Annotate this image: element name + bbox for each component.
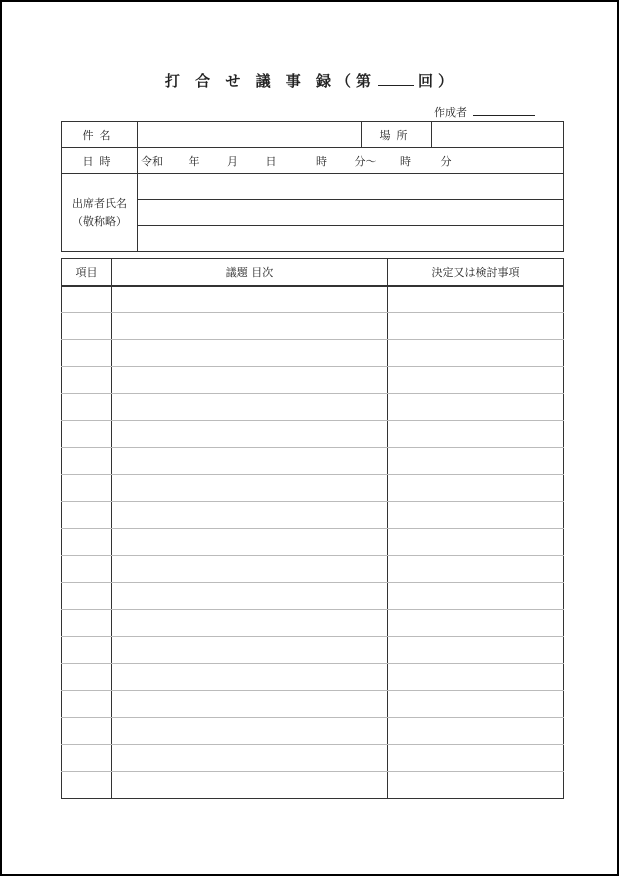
table-row [62,367,564,394]
place-field[interactable] [432,122,564,148]
month-label: 月 [227,154,238,168]
decision-cell[interactable] [388,745,564,772]
date-field[interactable] [138,148,564,174]
year-label: 年 [188,154,200,168]
table-row [62,448,564,475]
topic-cell[interactable] [112,745,388,772]
topic-cell[interactable] [112,502,388,529]
header-table [61,121,564,252]
item-cell[interactable] [62,745,112,772]
topic-cell[interactable] [112,448,388,475]
topic-cell[interactable] [112,475,388,502]
table-row [62,340,564,367]
item-cell[interactable] [62,286,112,313]
topic-cell[interactable] [112,718,388,745]
decision-cell[interactable] [388,610,564,637]
date-row [62,148,564,174]
table-row [62,475,564,502]
decision-cell[interactable] [388,421,564,448]
topic-cell[interactable] [112,421,388,448]
table-row [62,529,564,556]
table-row [62,610,564,637]
place-label: 場所 [362,122,432,148]
item-cell[interactable] [62,529,112,556]
agenda-body [62,286,564,799]
attendees-label-line2: （敬称略） [72,214,127,228]
era-label: 令和 [141,154,163,168]
decision-cell[interactable] [388,772,564,799]
decision-column-header: 決定又は検討事項 [388,259,564,286]
item-cell[interactable] [62,718,112,745]
attendees-row-1 [62,174,564,200]
table-row [62,313,564,340]
topic-cell[interactable] [112,691,388,718]
topic-cell[interactable] [112,529,388,556]
item-cell[interactable] [62,340,112,367]
decision-cell[interactable] [388,475,564,502]
item-cell[interactable] [62,475,112,502]
item-cell[interactable] [62,691,112,718]
topic-cell[interactable] [112,772,388,799]
agenda-table [61,258,564,799]
item-cell[interactable] [62,583,112,610]
date-label: 日時 [62,148,138,174]
end-minute-label: 分 [440,154,452,168]
decision-cell[interactable] [388,529,564,556]
table-row [62,745,564,772]
decision-cell[interactable] [388,448,564,475]
topic-cell[interactable] [112,313,388,340]
decision-cell[interactable] [388,286,564,313]
item-cell[interactable] [62,556,112,583]
decision-cell[interactable] [388,556,564,583]
table-row [62,691,564,718]
agenda-header-row [62,259,564,286]
item-column-header: 項目 [62,259,112,286]
topic-cell[interactable] [112,637,388,664]
subject-field[interactable] [138,122,362,148]
author-field[interactable] [473,105,535,116]
document-title [2,70,619,91]
topic-cell[interactable] [112,583,388,610]
table-row [62,664,564,691]
decision-cell[interactable] [388,502,564,529]
item-cell[interactable] [62,637,112,664]
attendees-row-2 [62,200,564,226]
end-hour-label: 時 [400,154,411,168]
attendees-field[interactable] [138,200,564,226]
table-row [62,421,564,448]
decision-cell[interactable] [388,394,564,421]
start-minute-label: 分〜 [354,154,377,168]
decision-cell[interactable] [388,313,564,340]
title-suffix: 回） [418,72,459,90]
topic-cell[interactable] [112,664,388,691]
decision-cell[interactable] [388,583,564,610]
item-cell[interactable] [62,313,112,340]
subject-row [62,122,564,148]
start-hour-label: 時 [316,154,327,168]
decision-cell[interactable] [388,664,564,691]
table-row [62,286,564,313]
author-line [434,104,535,120]
decision-cell[interactable] [388,340,564,367]
meeting-number-field[interactable] [378,75,414,86]
topic-cell[interactable] [112,286,388,313]
topic-cell[interactable] [112,340,388,367]
table-row [62,502,564,529]
table-row [62,394,564,421]
table-row [62,637,564,664]
title-prefix: 打 合 せ 議 事 録（第 [164,72,377,90]
attendees-field[interactable] [138,226,564,252]
decision-cell[interactable] [388,637,564,664]
topic-cell[interactable] [112,610,388,637]
attendees-row-3 [62,226,564,252]
topic-column-header: 議題 目次 [112,259,388,286]
author-label: 作成者 [434,106,467,119]
subject-label: 件名 [62,122,138,148]
attendees-label-line1: 出席者氏名 [72,196,127,210]
item-cell[interactable] [62,664,112,691]
decision-cell[interactable] [388,718,564,745]
decision-cell[interactable] [388,691,564,718]
item-cell[interactable] [62,448,112,475]
item-cell[interactable] [62,610,112,637]
item-cell[interactable] [62,772,112,799]
attendees-label [62,174,138,252]
topic-cell[interactable] [112,556,388,583]
item-cell[interactable] [62,394,112,421]
table-row [62,718,564,745]
topic-cell[interactable] [112,367,388,394]
item-cell[interactable] [62,367,112,394]
item-cell[interactable] [62,502,112,529]
day-label: 日 [265,154,277,168]
table-row [62,772,564,799]
item-cell[interactable] [62,421,112,448]
table-row [62,556,564,583]
topic-cell[interactable] [112,394,388,421]
table-row [62,583,564,610]
attendees-field[interactable] [138,174,564,200]
decision-cell[interactable] [388,367,564,394]
